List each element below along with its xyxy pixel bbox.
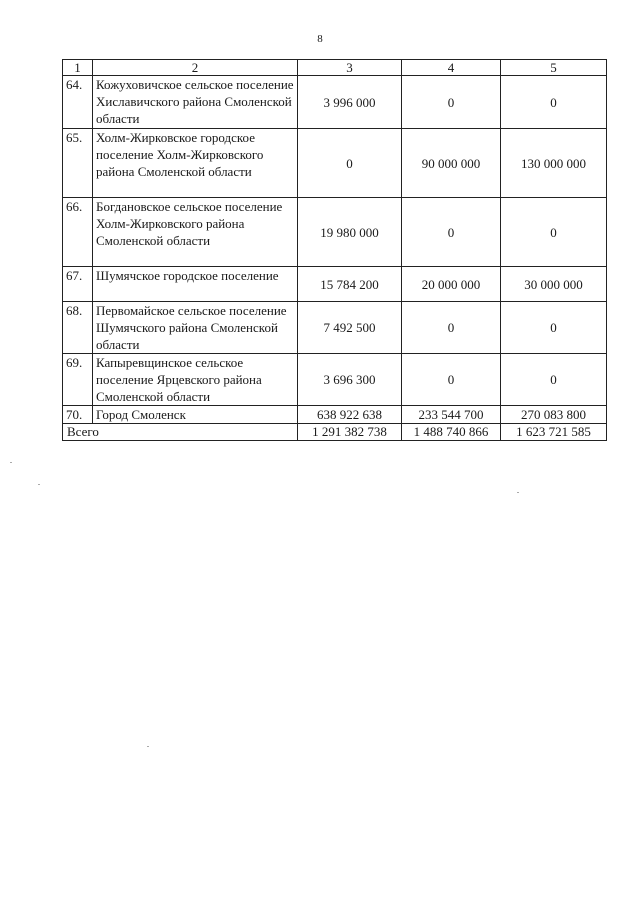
scan-speck (147, 746, 149, 747)
table-row (63, 267, 607, 302)
row-number: 69. (63, 354, 93, 406)
settlement-name: Кожуховичское сельское поселение Хиславичского района Смоленской области (93, 76, 298, 129)
value-col-5: 0 (501, 354, 607, 406)
value-col-3: 19 980 000 (298, 198, 402, 267)
total-col-3: 1 291 382 738 (298, 424, 402, 441)
value-col-5: 0 (501, 302, 607, 354)
page-number: 8 (317, 33, 323, 45)
column-header-1: 1 (63, 60, 93, 76)
value-col-5: 0 (501, 198, 607, 267)
row-number: 70. (63, 406, 93, 424)
table-header-row (63, 60, 607, 76)
table-row (63, 354, 607, 406)
value-col-3: 638 922 638 (298, 406, 402, 424)
value-col-4: 0 (402, 198, 501, 267)
settlement-name: Богдановское сельское поселение Холм-Жирковского района Смоленской области (93, 198, 298, 267)
row-number: 67. (63, 267, 93, 302)
settlement-name: Первомайское сельское поселение Шумячского района Смоленской области (93, 302, 298, 354)
table-row (63, 198, 607, 267)
column-header-4: 4 (402, 60, 501, 76)
total-col-5: 1 623 721 585 (501, 424, 607, 441)
total-col-4: 1 488 740 866 (402, 424, 501, 441)
settlement-name: Капыревщинское сельское поселение Ярцевского района Смоленской области (93, 354, 298, 406)
row-number: 68. (63, 302, 93, 354)
value-col-4: 233 544 700 (402, 406, 501, 424)
row-number: 65. (63, 129, 93, 198)
settlement-name: Холм-Жирковское городское поселение Холм-Жирковского района Смоленской области (93, 129, 298, 198)
column-header-2: 2 (93, 60, 298, 76)
row-number: 66. (63, 198, 93, 267)
budget-table (62, 59, 607, 441)
table-row (63, 129, 607, 198)
total-row (63, 424, 607, 441)
table-row (63, 406, 607, 424)
value-col-3: 0 (298, 129, 402, 198)
value-col-4: 0 (402, 302, 501, 354)
scan-speck (38, 484, 40, 485)
row-number: 64. (63, 76, 93, 129)
table-row (63, 76, 607, 129)
value-col-3: 15 784 200 (298, 267, 402, 302)
settlement-name: Город Смоленск (93, 406, 298, 424)
value-col-4: 20 000 000 (402, 267, 501, 302)
column-header-5: 5 (501, 60, 607, 76)
column-header-3: 3 (298, 60, 402, 76)
scan-speck (517, 492, 519, 493)
settlement-name: Шумячское городское поселение (93, 267, 298, 302)
value-col-4: 90 000 000 (402, 129, 501, 198)
table-row (63, 302, 607, 354)
value-col-4: 0 (402, 76, 501, 129)
scan-speck (10, 462, 12, 463)
value-col-5: 270 083 800 (501, 406, 607, 424)
value-col-5: 130 000 000 (501, 129, 607, 198)
total-label: Всего (63, 424, 298, 441)
value-col-5: 0 (501, 76, 607, 129)
value-col-3: 3 996 000 (298, 76, 402, 129)
value-col-4: 0 (402, 354, 501, 406)
value-col-3: 3 696 300 (298, 354, 402, 406)
value-col-3: 7 492 500 (298, 302, 402, 354)
value-col-5: 30 000 000 (501, 267, 607, 302)
